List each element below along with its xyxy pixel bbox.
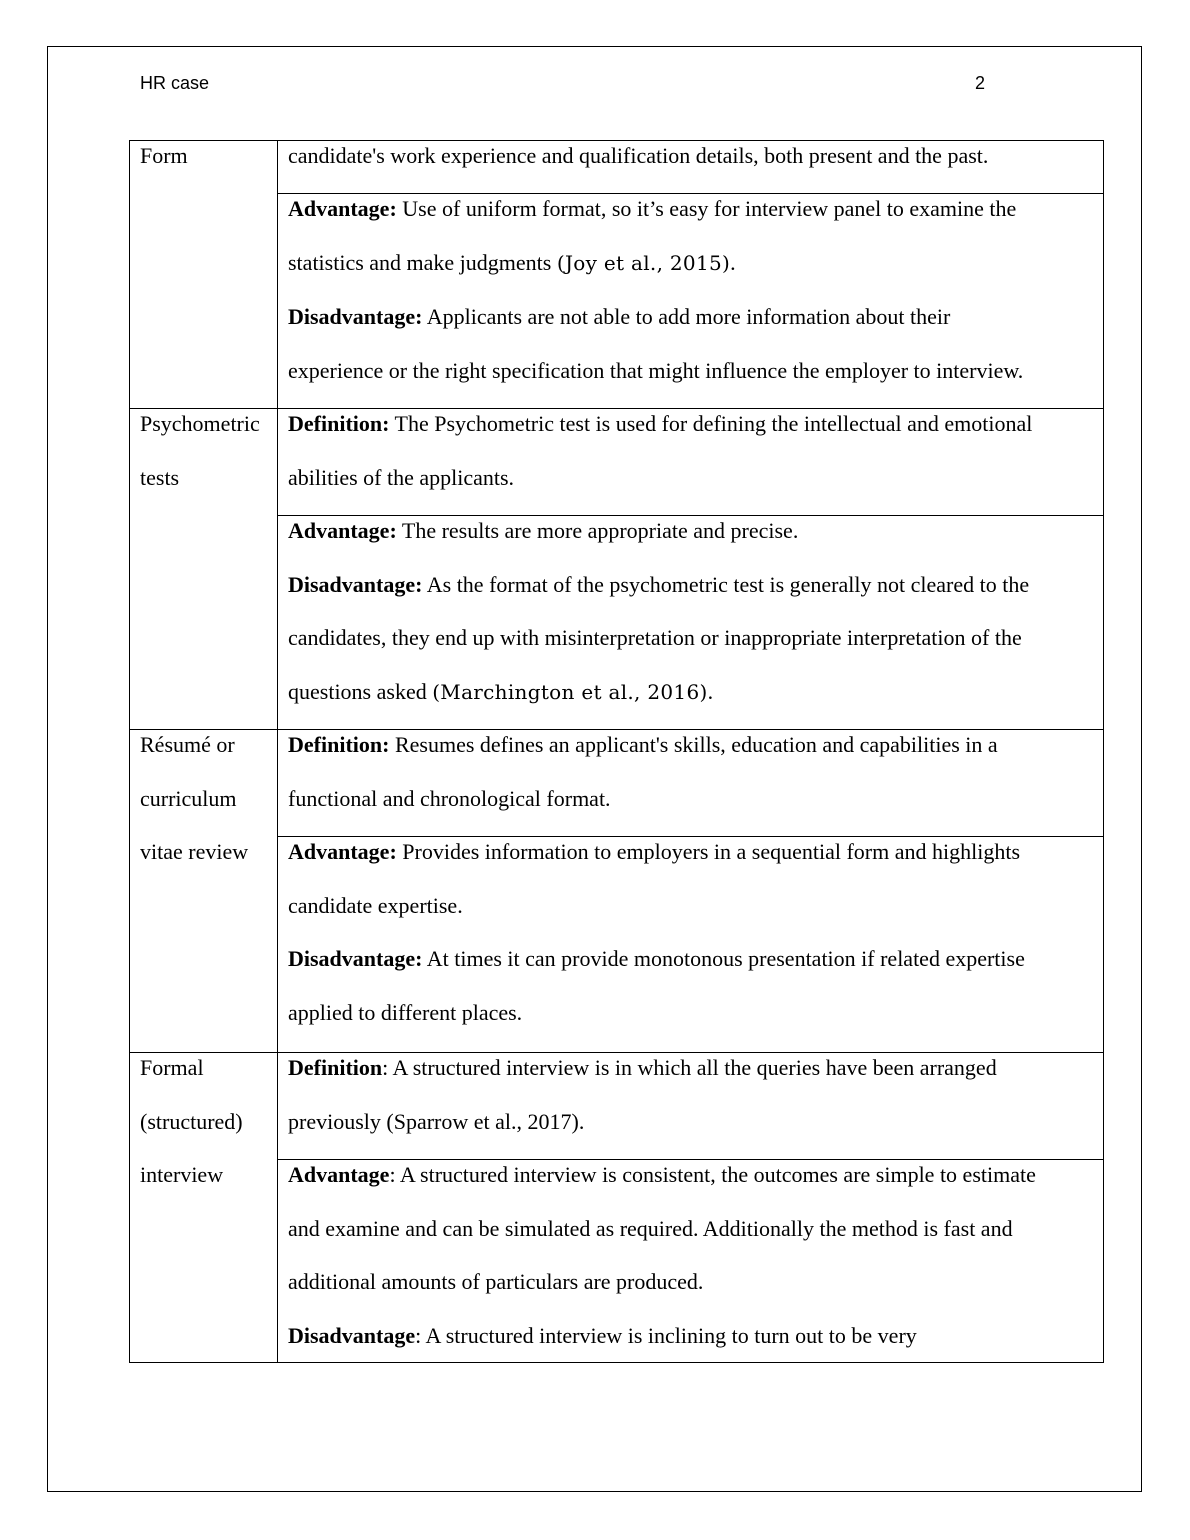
selection-methods-table bbox=[129, 140, 1104, 1363]
advantage-label: Advantage bbox=[288, 1162, 390, 1187]
definition-cell-formal bbox=[278, 1053, 1104, 1160]
term-cell-formal bbox=[130, 1053, 278, 1363]
term-text: Psychometric bbox=[140, 411, 260, 436]
term-text: curriculum bbox=[140, 785, 237, 811]
term-cell-form bbox=[130, 141, 278, 409]
advantage-text: Use of uniform format, so it’s easy for interview panel to examine the bbox=[396, 196, 1017, 221]
definition-cell-psychometric bbox=[278, 409, 1104, 516]
disadvantage-text: At times it can provide monotonous presentation if related expertise bbox=[422, 946, 1025, 971]
page-number: 2 bbox=[975, 73, 986, 93]
term-text: interview bbox=[140, 1162, 224, 1187]
advantage-label: Advantage: bbox=[288, 196, 397, 221]
disadvantage-label: Disadvantage: bbox=[288, 571, 423, 597]
disadvantage-text: experience or the right specification that might influence the employer to interview. bbox=[288, 357, 1024, 383]
definition-label: Definition bbox=[288, 1055, 383, 1080]
disadvantage-text: questions asked bbox=[288, 678, 433, 704]
definition-text: Resumes defines an applicant's skills, education and capabilities in a bbox=[389, 732, 998, 757]
definition-text: candidate's work experience and qualification details, both present and the past. bbox=[288, 143, 989, 168]
definition-text: : A structured interview is in which all the queries have been arranged bbox=[382, 1055, 997, 1080]
table-row bbox=[130, 1053, 1104, 1160]
advantage-label: Advantage: bbox=[288, 518, 397, 543]
advantage-text: : A structured interview is consistent, the outcomes are simple to estimate bbox=[389, 1162, 1036, 1187]
definition-text: abilities of the applicants. bbox=[288, 464, 515, 490]
advantage-text: candidate expertise. bbox=[288, 892, 463, 918]
definition-label: Definition: bbox=[288, 411, 390, 436]
disadvantage-text: applied to different places. bbox=[288, 999, 523, 1025]
definition-text: functional and chronological format. bbox=[288, 785, 611, 811]
definition-text: previously (Sparrow et al., 2017). bbox=[288, 1108, 585, 1134]
advantage-text: statistics and make judgments bbox=[288, 249, 557, 275]
term-text: Résumé or bbox=[140, 732, 235, 757]
term-text: (structured) bbox=[140, 1108, 243, 1134]
advantage-label: Advantage: bbox=[288, 839, 397, 864]
disadvantage-text: Applicants are not able to add more information about their bbox=[422, 304, 951, 329]
table-row bbox=[130, 409, 1104, 516]
disadvantage-text: candidates, they end up with misinterpretation or inappropriate interpretation of the bbox=[288, 625, 1022, 650]
disadvantage-text: As the format of the psychometric test is generally not cleared to the bbox=[422, 571, 1030, 597]
term-cell-resume bbox=[130, 730, 278, 1053]
advantage-text: additional amounts of particulars are produced. bbox=[288, 1269, 704, 1294]
disadvantage-label: Disadvantage: bbox=[288, 304, 423, 329]
pros-cons-cell-psychometric: Advantage: The results are more appropriate and precise. Disadvantage: As the format of the psychometric test is generally not cleared to the candidates, they end up with misinterpretation or inappropriate interpretation of the questions asked (Marchington et al., 2016). bbox=[278, 516, 1104, 730]
disadvantage-label: Disadvantage: bbox=[288, 946, 423, 971]
pros-cons-cell-form: Advantage: Use of uniform format, so it’s easy for interview panel to examine the statistics and make judgments (Joy et al., 2015). Disadvantage: Applicants are not able to add more information about their experience or the right specification that might influence the employer to interview. bbox=[278, 194, 1104, 409]
definition-text: The Psychometric test is used for defining the intellectual and emotional bbox=[389, 411, 1033, 436]
term-cell-psychometric bbox=[130, 409, 278, 730]
definition-label: Definition: bbox=[288, 732, 390, 757]
advantage-text: The results are more appropriate and precise. bbox=[396, 518, 799, 543]
disadvantage-text: : A structured interview is inclining to turn out to be very bbox=[415, 1322, 917, 1348]
term-text: tests bbox=[140, 464, 180, 490]
advantage-text: and examine and can be simulated as required. Additionally the method is fast and bbox=[288, 1215, 1013, 1241]
term-text: vitae review bbox=[140, 839, 249, 864]
term-text: Formal bbox=[140, 1055, 204, 1080]
table-row bbox=[130, 730, 1104, 837]
pros-cons-cell-formal bbox=[278, 1160, 1104, 1363]
citation: (Joy et al., 2015) bbox=[556, 250, 731, 275]
disadvantage-label: Disadvantage bbox=[288, 1322, 416, 1348]
definition-cell-resume bbox=[278, 730, 1104, 837]
advantage-text: Provides information to employers in a sequential form and highlights bbox=[396, 839, 1021, 864]
term-text: Form bbox=[140, 143, 188, 168]
pros-cons-cell-resume bbox=[278, 837, 1104, 1053]
citation: (Marchington et al., 2016) bbox=[432, 679, 708, 704]
running-head: HR case bbox=[140, 73, 210, 93]
